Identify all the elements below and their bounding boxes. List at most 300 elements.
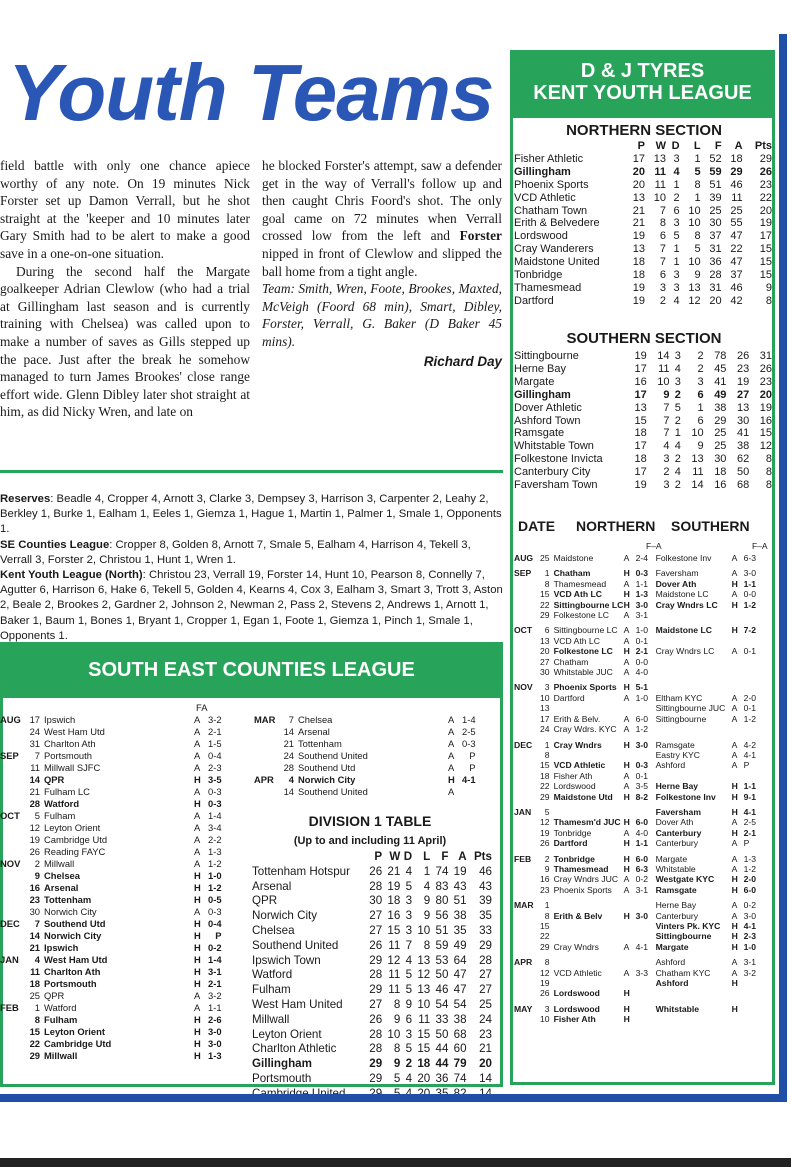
fixture-month xyxy=(0,882,22,894)
fixture-month: AUG xyxy=(0,714,21,725)
table-row xyxy=(252,939,492,954)
stat-cell: 54 xyxy=(435,997,449,1011)
fixture-venue: H xyxy=(194,894,201,905)
fixture-day: 5 xyxy=(34,810,40,821)
stat-cell: 29 xyxy=(369,1057,383,1071)
fixture-venue: H xyxy=(194,1050,201,1061)
stat-cell: 9 xyxy=(663,388,670,401)
schedule-row xyxy=(514,771,772,781)
stat-cell: 5 xyxy=(405,1042,413,1056)
stat-cell: 13 xyxy=(632,191,645,204)
fixture-day: 19 xyxy=(29,834,40,845)
fixture-result: P xyxy=(469,750,476,761)
fixture-day: 4 xyxy=(34,954,40,965)
schedule-month xyxy=(514,771,534,781)
schedule-row xyxy=(514,610,772,620)
fixture-opponent: West Ham Utd xyxy=(44,954,108,965)
northern-venue: H xyxy=(623,599,630,610)
stat-cell: 11 xyxy=(692,466,704,479)
team-name: Tonbridge xyxy=(514,269,563,282)
stat-cell: 1 xyxy=(674,427,681,440)
stat-cell: 15 xyxy=(417,1042,431,1056)
stat-cell: 46 xyxy=(730,178,743,191)
southern-opponent xyxy=(656,771,732,781)
stat-cell: 10 xyxy=(387,1027,401,1041)
southern-venue xyxy=(732,682,744,692)
stat-cell: 10 xyxy=(657,375,670,388)
southern-venue xyxy=(732,724,744,734)
fixture-result: 3-4 xyxy=(208,822,222,833)
southern-venue: H xyxy=(731,791,738,802)
stat-cell: 80 xyxy=(435,894,449,908)
schedule-month xyxy=(514,703,534,713)
northern-venue: H xyxy=(623,1014,630,1025)
stat-cell: 27 xyxy=(369,923,383,937)
northern-venue: A xyxy=(623,625,630,636)
southern-opponent: Cray Wndrs LC xyxy=(655,599,718,610)
northern-opponent: Erith & Belv xyxy=(553,910,603,921)
article-column-1 xyxy=(0,157,250,421)
schedule-row xyxy=(514,750,772,760)
fixture-opponent: Cambridge Utd xyxy=(44,1038,112,1049)
schedule-month: JAN xyxy=(514,806,532,817)
stat-cell: 15 xyxy=(634,414,647,427)
schedule-month xyxy=(514,988,534,998)
headline: Youth Teams xyxy=(8,48,494,137)
northern-venue: H xyxy=(623,791,630,802)
northern-result: 0-2 xyxy=(635,874,648,885)
stat-cell: 2 xyxy=(674,414,681,427)
southern-opponent xyxy=(656,988,732,998)
northern-venue: A xyxy=(623,770,630,781)
southern-opponent: Ramsgate xyxy=(655,884,697,895)
stat-cell: 19 xyxy=(453,864,467,878)
northern-result: 0-3 xyxy=(635,760,648,771)
stat-cell: 8 xyxy=(393,1042,401,1056)
stat-cell: 12 xyxy=(688,294,701,307)
stat-cell: 13 xyxy=(634,401,647,414)
stat-cell: 27 xyxy=(369,997,383,1011)
stat-cell: 53 xyxy=(435,953,449,967)
southern-venue: A xyxy=(731,853,738,864)
fixture-result: 1-4 xyxy=(208,954,222,965)
northern-venue: H xyxy=(623,568,630,579)
article-paragraph xyxy=(262,157,502,280)
stat-cell: 11 xyxy=(418,1012,431,1026)
stat-cell: 25 xyxy=(730,204,743,217)
scorers-text: : Beadle 4, Cropper 4, Arnott 3, Clarke 3, Dempsey 3, Harrison 3, Carpenter 2, Leahy 2, Berkley 1, Burke 1, Ealham 1, Eeles 1, Giemza 1, Hague 1, Martin 1, Palmer 1, Smale 1, Opponents 1. xyxy=(0,493,502,536)
northern-venue: H xyxy=(623,853,630,864)
northern-venue xyxy=(624,957,636,967)
southern-venue: H xyxy=(731,931,738,942)
fixture-month: NOV xyxy=(0,858,21,869)
schedule-day: 8 xyxy=(544,578,550,589)
schedule-month xyxy=(514,657,534,667)
schedule-day: 27 xyxy=(540,656,550,667)
fixture-venue: A xyxy=(448,738,455,749)
team-name: Margate xyxy=(514,375,555,388)
southern-opponent: Canterbury xyxy=(655,827,702,838)
schedule-day: 22 xyxy=(540,931,550,942)
stat-cell: 46 xyxy=(730,281,743,294)
stat-cell: 8 xyxy=(393,997,401,1011)
fixture-day: 9 xyxy=(34,870,40,881)
stat-cell: 8 xyxy=(659,217,666,230)
stat-cell: 23 xyxy=(479,1027,492,1041)
team-name: Gillingham xyxy=(514,388,571,401)
fixture-result: 1-4 xyxy=(462,714,476,725)
southern-result: 6-0 xyxy=(743,884,756,895)
northern-opponent xyxy=(554,931,624,941)
table-row xyxy=(514,402,772,415)
stat-cell: 1 xyxy=(673,178,680,191)
stat-cell: 4 xyxy=(674,362,681,375)
southern-result xyxy=(744,657,772,667)
northern-result xyxy=(636,703,656,713)
fixture-opponent: Southend Utd xyxy=(44,918,106,929)
schedule-day: 2 xyxy=(544,853,550,864)
fixture-row xyxy=(0,966,222,978)
fixture-month: FEB xyxy=(0,1002,19,1013)
stat-cell: 29 xyxy=(369,1071,383,1085)
team-name: Gillingham xyxy=(252,1057,312,1071)
southern-opponent: Ashford xyxy=(655,978,689,989)
southern-result: P xyxy=(743,838,750,849)
stat-cell: 26 xyxy=(759,362,772,375)
team-name: Lordswood xyxy=(514,230,568,243)
northern-venue: A xyxy=(623,941,630,952)
southern-result: 4-2 xyxy=(743,739,756,750)
southern-opponent: Faversham xyxy=(655,806,701,817)
stat-cell: 4 xyxy=(663,440,670,453)
table-row xyxy=(514,389,772,402)
fixture-row xyxy=(0,1050,222,1062)
stat-cell: 2 xyxy=(673,191,680,204)
northern-opponent: VCD Ath LC xyxy=(553,589,602,600)
schedule-day: 12 xyxy=(540,967,550,978)
scorers-text: : Cropper 8, Golden 8, Arnott 7, Smale 5, Ealham 4, Harrison 4, Tekell 3, Verrall 3, Forster 2, Christou 1, Hunt 1, Wren 1. xyxy=(0,538,471,566)
stat-cell: 50 xyxy=(736,466,750,479)
fixture-result: 0-5 xyxy=(208,894,222,905)
northern-result xyxy=(636,978,656,988)
fixture-result: 2-2 xyxy=(208,834,222,845)
northern-result xyxy=(636,957,656,967)
northern-opponent xyxy=(554,957,624,967)
schedule-day: 8 xyxy=(544,910,550,921)
stat-cell: 10 xyxy=(688,217,701,230)
stat-cell: 23 xyxy=(736,362,750,375)
schedule-day: 1 xyxy=(544,739,550,750)
northern-opponent xyxy=(554,750,624,760)
southern-result: 0-2 xyxy=(743,900,756,911)
northern-result: 1-2 xyxy=(635,724,648,735)
schedule-row xyxy=(514,968,772,978)
scorers-label: Kent Youth League (North) xyxy=(0,569,143,582)
northern-venue: H xyxy=(623,646,630,657)
fixture-month: DEC xyxy=(0,918,20,929)
schedule-day: 20 xyxy=(540,646,550,657)
schedule-month xyxy=(514,978,534,988)
schedule-month xyxy=(514,968,534,978)
schedule-month xyxy=(514,646,534,656)
stat-cell: 31 xyxy=(709,243,722,256)
stat-cell: 25 xyxy=(714,427,727,440)
northern-venue: H xyxy=(623,838,630,849)
schedule-row xyxy=(514,625,772,635)
stat-cell: 5 xyxy=(405,983,413,997)
southern-result xyxy=(744,1014,772,1024)
northern-result: 4-0 xyxy=(635,667,648,678)
stat-cell: 4 xyxy=(674,440,681,453)
stat-cell: 8 xyxy=(694,230,701,243)
team-name: Thamesmead xyxy=(514,281,582,294)
schedule-day: 10 xyxy=(540,692,550,703)
fixture-result: 0-3 xyxy=(208,906,222,917)
schedule-day: 16 xyxy=(540,874,550,885)
team-name: Chatham Town xyxy=(514,204,588,217)
fixture-venue: H xyxy=(194,918,201,929)
southern-result: 1-2 xyxy=(743,713,756,724)
fixture-result: P xyxy=(469,762,476,773)
southern-venue: A xyxy=(731,910,738,921)
fixture-result: 2-5 xyxy=(462,726,476,737)
schedule-month xyxy=(514,589,534,599)
stat-cell: 1 xyxy=(694,191,701,204)
schedule-row xyxy=(514,760,772,770)
northern-venue: H xyxy=(623,817,630,828)
southern-result: 0-0 xyxy=(743,589,756,600)
schedule-month xyxy=(514,792,534,802)
fixture-result: 1-0 xyxy=(208,870,222,881)
stat-cell: 14 xyxy=(479,1071,492,1085)
fixture-opponent: Reading FAYC xyxy=(44,846,106,857)
division1-table xyxy=(252,850,492,1102)
schedule-row xyxy=(514,693,772,703)
team-name: Portsmouth xyxy=(252,1071,312,1085)
southern-venue: H xyxy=(731,781,738,792)
fixture-venue: A xyxy=(194,822,201,833)
stat-cell: 1 xyxy=(673,256,680,269)
schedule-month: MAY xyxy=(514,1003,533,1014)
table-row xyxy=(252,909,492,924)
schedule-month xyxy=(514,781,534,791)
northern-venue: H xyxy=(623,910,630,921)
northern-result: 1-0 xyxy=(635,625,648,636)
southern-opponent: Canterbury xyxy=(655,838,699,849)
stat-cell: 29 xyxy=(730,165,743,178)
column-header: F xyxy=(714,140,722,152)
schedule-row xyxy=(514,657,772,667)
southern-result: 9-1 xyxy=(743,791,756,802)
northern-result: 6-0 xyxy=(635,853,648,864)
southern-venue xyxy=(732,771,744,781)
southern-opponent: Eastry KYC xyxy=(655,749,700,760)
northern-venue: H xyxy=(623,589,630,600)
stat-cell: 3 xyxy=(673,152,680,165)
schedule-day: 15 xyxy=(540,760,550,771)
northern-venue xyxy=(624,978,636,988)
northern-opponent: Whitstable JUC xyxy=(553,667,613,678)
northern-opponent: Fisher Ath xyxy=(553,770,593,781)
team-name: Leyton Orient xyxy=(252,1027,322,1041)
northern-venue: H xyxy=(623,988,630,999)
fixture-row xyxy=(0,834,222,846)
fixture-venue: A xyxy=(194,714,201,725)
table-row xyxy=(514,217,772,230)
southern-opponent: Eltham KYC xyxy=(655,692,703,703)
schedule-row xyxy=(514,874,772,884)
stat-cell: 13 xyxy=(736,401,750,414)
schedule-month: SEP xyxy=(514,568,532,579)
southern-venue: H xyxy=(731,1003,738,1014)
southern-venue: H xyxy=(731,806,738,817)
fixture-row xyxy=(254,750,476,762)
division1-title: DIVISION 1 TABLE xyxy=(308,813,432,829)
stat-cell: 11 xyxy=(388,983,401,997)
stat-cell: 16 xyxy=(759,414,772,427)
fixture-venue: A xyxy=(194,858,201,869)
schedule-row xyxy=(514,781,772,791)
column-header: L xyxy=(423,850,431,863)
table-row xyxy=(514,376,772,389)
fixture-row xyxy=(0,822,222,834)
stat-cell: 3 xyxy=(673,281,680,294)
fixture-month xyxy=(0,906,22,918)
stat-cell: 7 xyxy=(663,414,670,427)
fixture-month xyxy=(0,774,22,786)
fixture-month xyxy=(0,846,22,858)
fixture-day: 22 xyxy=(29,1038,40,1049)
fixture-day: 23 xyxy=(29,894,40,905)
stat-cell: 20 xyxy=(709,294,722,307)
northern-result xyxy=(636,931,656,941)
northern-result: 8-2 xyxy=(635,791,648,802)
stat-cell: 25 xyxy=(714,440,727,453)
northern-result: 0-1 xyxy=(635,770,648,781)
southern-result: 7-2 xyxy=(743,625,756,636)
southern-venue xyxy=(732,988,744,998)
northern-opponent: Sittingbourne LC xyxy=(553,625,618,636)
fixture-result: 4-1 xyxy=(462,774,476,785)
stat-cell: 10 xyxy=(653,191,666,204)
schedule-month xyxy=(514,693,534,703)
schedule-row xyxy=(514,1004,772,1014)
northern-venue: H xyxy=(623,739,630,750)
northern-venue xyxy=(624,900,636,910)
column-header: Pts xyxy=(754,140,772,152)
southern-venue: A xyxy=(731,646,738,657)
fixture-day: 7 xyxy=(288,714,294,725)
stat-cell: 56 xyxy=(435,909,449,923)
southern-result: 3-0 xyxy=(743,910,756,921)
table-row xyxy=(514,179,772,192)
fixture-venue: H xyxy=(194,1014,201,1025)
fixture-result: 1-3 xyxy=(208,846,222,857)
schedule-row xyxy=(514,807,772,817)
northern-opponent: VCD Athletic xyxy=(553,967,602,978)
fa-header: FA xyxy=(196,702,208,713)
stat-cell: 59 xyxy=(435,938,449,952)
stat-cell: 3 xyxy=(673,269,680,282)
fixture-opponent: Leyton Orient xyxy=(44,1026,105,1037)
southern-venue: A xyxy=(731,553,738,563)
fixture-day: 1 xyxy=(34,1002,40,1013)
northern-venue: H xyxy=(623,760,630,771)
scorers-label: Reserves xyxy=(0,493,51,505)
fixture-venue: H xyxy=(194,882,201,893)
northern-result: 2-1 xyxy=(635,646,648,657)
table-row xyxy=(252,1072,492,1087)
date-header: DATE xyxy=(518,518,556,534)
southern-result: 6-3 xyxy=(743,553,756,563)
stat-cell: 43 xyxy=(479,879,492,893)
northern-venue: A xyxy=(623,553,630,563)
scorers-line xyxy=(0,538,503,568)
table-header-row xyxy=(252,850,492,865)
team-name: Whitstable Town xyxy=(514,440,594,453)
stat-cell: 7 xyxy=(659,256,666,269)
stat-cell: 19 xyxy=(632,294,645,307)
stat-cell: 20 xyxy=(632,165,645,178)
schedule-day: 3 xyxy=(544,682,550,693)
stat-cell: 11 xyxy=(731,191,743,204)
fixture-opponent: Watford xyxy=(44,1002,77,1013)
northern-venue xyxy=(624,807,636,817)
schedule-day: 22 xyxy=(540,599,550,610)
kent-banner xyxy=(510,50,775,118)
schedule-month xyxy=(514,579,534,589)
schedule-day: 29 xyxy=(540,941,550,952)
schedule-day: 26 xyxy=(540,988,550,999)
fixture-month xyxy=(0,822,22,834)
stat-cell: 28 xyxy=(369,879,383,893)
fixture-day: 28 xyxy=(29,798,40,809)
schedule-row xyxy=(514,703,772,713)
southern-opponent: Folkestone Inv xyxy=(655,791,716,802)
stat-cell: 19 xyxy=(387,879,401,893)
stat-cell: 3 xyxy=(674,375,681,388)
fixture-row xyxy=(0,870,222,882)
fixture-row xyxy=(254,774,476,786)
northern-result: 6-3 xyxy=(635,863,648,874)
fixture-row xyxy=(0,1002,222,1014)
stat-cell: 8 xyxy=(765,294,772,307)
fixture-row xyxy=(0,714,222,726)
northern-opponent: Sittingbourne LC xyxy=(553,599,624,610)
southern-opponent: Maidstone LC xyxy=(655,625,712,636)
team-name: Canterbury City xyxy=(514,466,591,479)
fixture-day: 8 xyxy=(34,1014,40,1025)
northern-venue: A xyxy=(623,667,630,678)
schedule-row xyxy=(514,579,772,589)
table-row xyxy=(514,192,772,205)
northern-opponent: Thamesm'd JUC xyxy=(553,817,621,828)
southern-venue: H xyxy=(731,941,738,952)
fixture-month xyxy=(0,894,22,906)
fixture-result: 3-1 xyxy=(208,966,222,977)
schedule-day: 8 xyxy=(544,749,550,760)
schedule-day: 15 xyxy=(540,589,550,600)
stat-cell: 26 xyxy=(759,165,772,178)
southern-opponent: Vinters Pk. KYC xyxy=(655,921,721,931)
northern-venue xyxy=(624,750,636,760)
se-counties-banner: SOUTH EAST COUNTIES LEAGUE xyxy=(0,642,503,698)
stat-cell: 19 xyxy=(634,350,647,362)
fixture-opponent: Charlton Ath xyxy=(44,966,101,977)
stat-cell: 3 xyxy=(405,894,413,908)
fixture-month xyxy=(0,1038,22,1050)
stat-cell: 20 xyxy=(417,1071,431,1085)
